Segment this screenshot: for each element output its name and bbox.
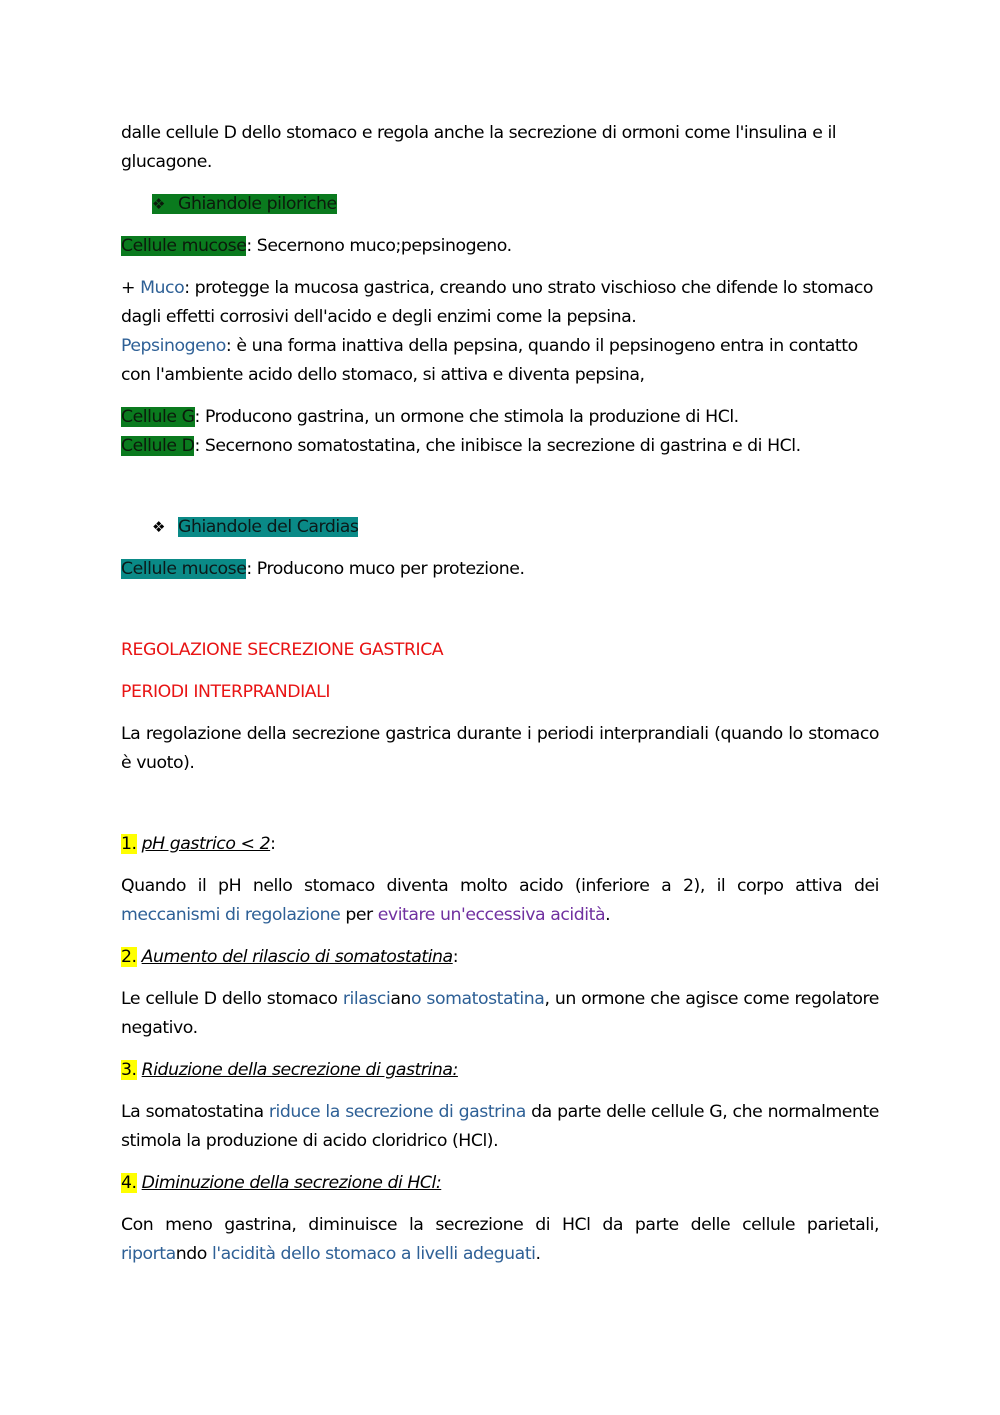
step-body-text: Le cellule D dello stomaco (121, 989, 343, 1009)
intro-line-1: dalle cellule D dello stomaco e regola anche la secrezione di ormoni come l'insulina e il (121, 123, 837, 143)
spacer (121, 474, 879, 513)
cardias-mucose-label: Cellule mucose (121, 559, 247, 579)
step-body-text: an (390, 989, 411, 1009)
document-page (121, 119, 879, 1282)
step-number: 2. (121, 947, 137, 967)
regolazione-title: REGOLAZIONE SECREZIONE GASTRICA (121, 640, 444, 660)
step-body-highlighted-text: meccanismi di regolazione (121, 905, 341, 925)
step-heading (121, 830, 879, 859)
step-body-highlighted-text: riduce la secrezione di gastrina (268, 1102, 526, 1122)
step-heading (121, 1056, 879, 1085)
step-body (121, 1098, 879, 1156)
step-number: 3. (121, 1060, 137, 1080)
step-number: 4. (121, 1173, 137, 1193)
step-body-text: da parte delle cellule G, che normalmente stimola la produzione di acido cloridrico (HCl). (121, 1102, 879, 1151)
piloriche-heading-text: Ghiandole piloriche (178, 194, 337, 214)
step-body-text: . (605, 905, 611, 925)
diamond-bullet-icon: ❖ (152, 518, 165, 536)
cellule-d-text: : Secernono somatostatina, che inibisce la secrezione di gastrina e di HCl. (194, 436, 801, 456)
pepsinogeno-text: : è una forma inattiva della pepsina, quando il pepsinogeno entra in contatto con l'ambiente acido dello stomaco, si attiva e diventa pepsina, (121, 336, 858, 385)
muco-text: : protegge la mucosa gastrica, creando uno strato vischioso che difende lo stomaco dagli effetti corrosivi dell'acido e degli enzimi come la pepsina. (121, 278, 874, 327)
muco-pepsinogeno-paragraph (121, 274, 879, 390)
step-heading (121, 1169, 879, 1198)
step-title-suffix: : (270, 834, 276, 854)
step-title: Aumento del rilascio di somatostatina (141, 947, 453, 967)
step-body-highlighted-text: o somatostatina (410, 989, 545, 1009)
step-body-highlighted-text: evitare un'eccessiva acidità (377, 905, 606, 925)
step-title: Diminuzione della secrezione di HCl: (141, 1173, 442, 1193)
step-title: pH gastrico < 2 (141, 834, 271, 854)
step-body (121, 1211, 879, 1269)
piloriche-mucose-line (121, 232, 879, 261)
spacer (121, 597, 879, 636)
cellule-g-label: Cellule G (121, 407, 195, 427)
step-title: Riduzione della secrezione di gastrina: (141, 1060, 458, 1080)
diamond-bullet-icon: ❖ (152, 195, 165, 213)
section-cardias-heading (121, 513, 879, 542)
step-heading (121, 943, 879, 972)
regulation-steps (121, 830, 879, 1269)
piloriche-mucose-text: : Secernono muco;pepsinogeno. (246, 236, 512, 256)
step-body-text: . (535, 1244, 541, 1264)
step-body (121, 985, 879, 1043)
step-body-text: ndo (175, 1244, 212, 1264)
step-body-text: Quando il pH nello stomaco diventa molto acido (inferiore a 2), il corpo attiva dei (121, 876, 879, 896)
step-body-text: , un ormone che agisce come regolatore negativo. (121, 989, 879, 1038)
section-piloriche-heading (121, 190, 879, 219)
cellule-g-d-paragraph (121, 403, 879, 461)
cardias-mucose-text: : Producono muco per protezione. (246, 559, 525, 579)
muco-prefix: + (121, 278, 141, 298)
step-body-highlighted-text: l'acidità dello stomaco a livelli adeguati (211, 1244, 536, 1264)
spacer (121, 791, 879, 830)
piloriche-highlight (152, 194, 337, 214)
regolazione-subtitle: PERIODI INTERPRANDIALI (121, 682, 330, 702)
cellule-d-label: Cellule D (121, 436, 195, 456)
step-body-highlighted-text: rilasci (342, 989, 391, 1009)
cardias-heading-text: Ghiandole del Cardias (178, 517, 359, 537)
step-title-suffix: : (452, 947, 459, 967)
muco-term: Muco (140, 278, 185, 298)
piloriche-mucose-label: Cellule mucose (121, 236, 247, 256)
step-body-highlighted-text: riporta (121, 1244, 176, 1264)
cardias-mucose-line (121, 555, 879, 584)
intro-paragraph (121, 119, 879, 177)
step-body-text: Con meno gastrina, diminuisce la secrezione di HCl da parte delle cellule parietali, (121, 1215, 879, 1235)
cellule-g-text: : Producono gastrina, un ormone che stimola la produzione di HCl. (194, 407, 739, 427)
step-number: 1. (121, 834, 137, 854)
intro-line-2: glucagone. (121, 152, 212, 172)
regolazione-intro: La regolazione della secrezione gastrica durante i periodi interprandiali (quando lo stomaco è vuoto). (121, 724, 879, 773)
step-body (121, 872, 879, 930)
step-body-text: La somatostatina (121, 1102, 269, 1122)
step-body-text: per (340, 905, 378, 925)
pepsinogeno-term: Pepsinogeno (121, 336, 226, 356)
